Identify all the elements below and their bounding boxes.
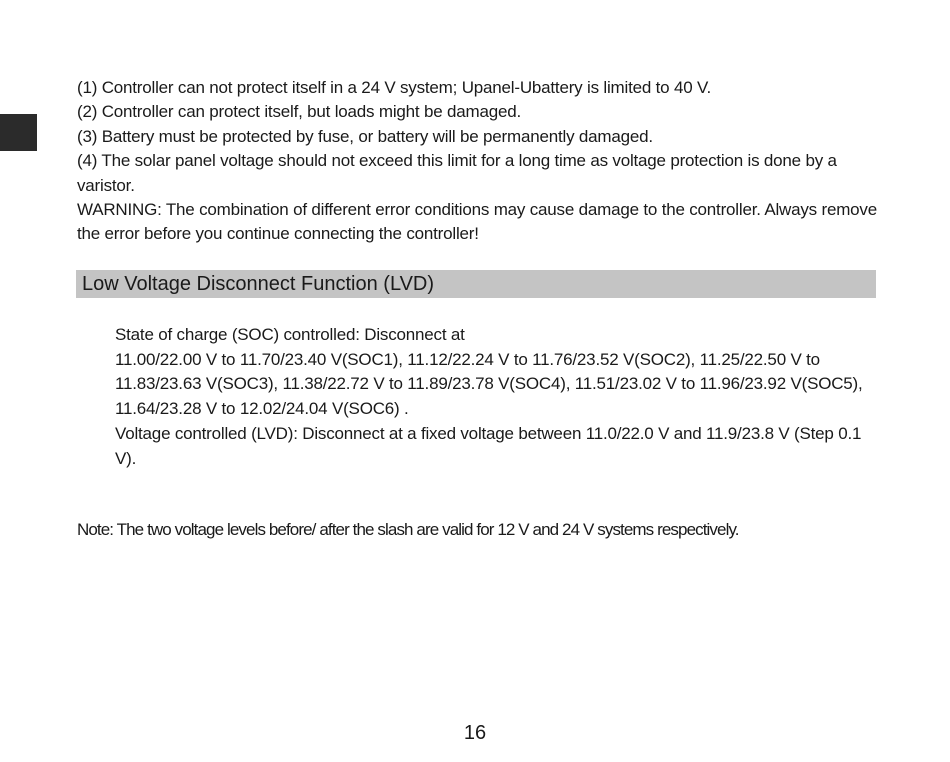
footnotes-block — [77, 76, 877, 247]
page-number: 16 — [463, 722, 487, 744]
footnote-3: (3) Battery must be protected by fuse, or battery will be permanently damaged. — [77, 126, 653, 146]
lvd-description — [115, 323, 885, 472]
footnote-1: (1) Controller can not protect itself in a 24 V system; Upanel-Ubattery is limited to 40 V. — [77, 78, 712, 97]
warning-text: WARNING: The combination of different error conditions may cause damage to the controller. Always remove the error before you continue connecting the controller! — [77, 200, 877, 244]
slash-note: Note: The two voltage levels before/ after the slash are valid for 12 V and 24 V systems respectively. — [77, 520, 739, 539]
soc-intro-text: State of charge (SOC) controlled: Disconnect at — [115, 325, 465, 344]
chapter-tab-marker — [0, 114, 37, 151]
soc-values-text: 11.00/22.00 V to 11.70/23.40 V(SOC1), 11.12/22.24 V to 11.76/23.52 V(SOC2), 11.25/22.50 V to 11.83/23.63 V(SOC3), 11.38/22.72 V to 11.89/23.78 V(SOC4), 11.51/23.02 V to 11.96/23.92 V(SOC5), 11.64/23.28 V to 12.02/24.04 V(SOC6) . — [115, 349, 863, 418]
footnote-2: (2) Controller can protect itself, but loads might be damaged. — [77, 102, 522, 122]
voltage-controlled-text: Voltage controlled (LVD): Disconnect at a fixed voltage between 11.0/22.0 V and 11.9/23.8 V (Step 0.1 V). — [115, 424, 862, 468]
section-heading-lvd: Low Voltage Disconnect Function (LVD) — [76, 270, 876, 298]
footnote-4: (4) The solar panel voltage should not exceed this limit for a long time as voltage protection is done by a varistor. — [77, 151, 837, 195]
